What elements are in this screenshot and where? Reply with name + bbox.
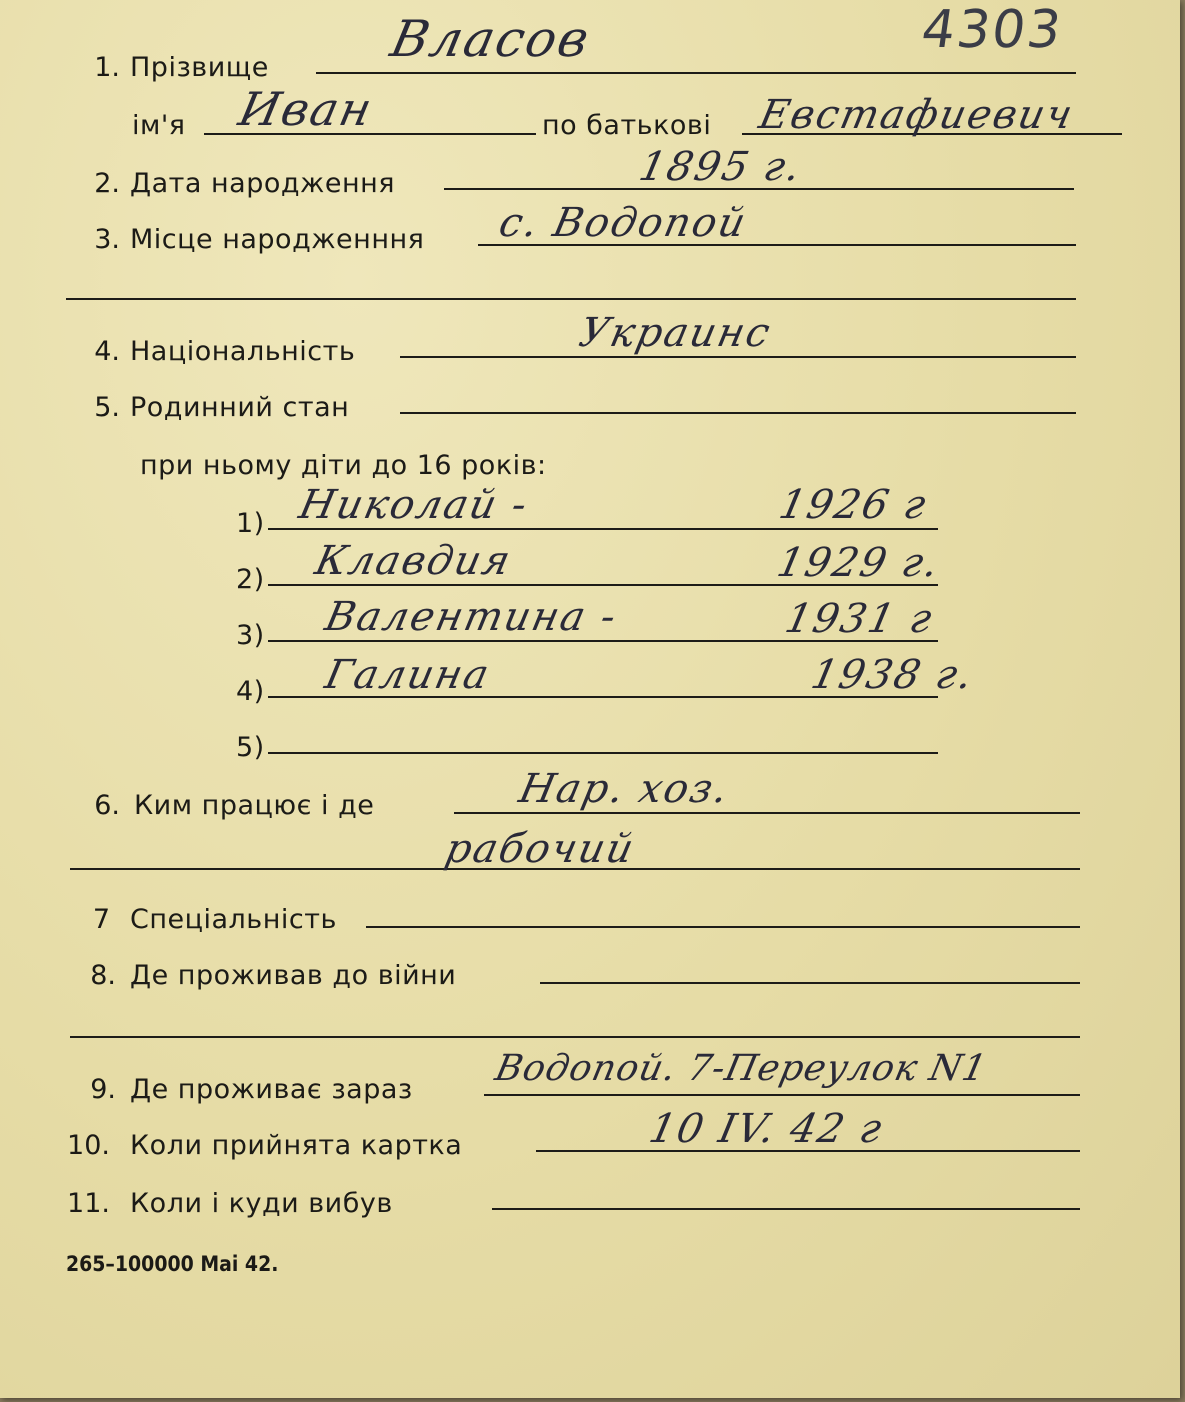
child-index: 1) <box>236 508 265 539</box>
field-9-number: 9. <box>90 1074 116 1105</box>
departure-label: Коли і куди вибув <box>130 1188 393 1219</box>
current-residence-line <box>484 1094 1080 1096</box>
current-residence-value: Водопой. 7-Переулок N1 <box>491 1048 991 1089</box>
surname-label: Прізвище <box>130 52 269 83</box>
dob-label: Дата народження <box>130 168 396 199</box>
nationality-label: Національність <box>130 336 356 367</box>
birthplace-label: Місце народженння <box>130 224 425 255</box>
card-accepted-label: Коли прийнята картка <box>130 1130 463 1161</box>
prewar-residence-label: Де проживав до війни <box>130 960 457 991</box>
prewar-residence-line-2 <box>70 1036 1080 1038</box>
field-5-number: 5. <box>94 392 120 423</box>
child-year: 1929 г. <box>773 540 945 586</box>
patronymic-label: по батькові <box>542 110 712 141</box>
children-label: при ньому діти до 16 років: <box>140 450 547 481</box>
field-6-number: 6. <box>94 790 120 821</box>
departure-line <box>492 1208 1080 1210</box>
child-name: Клавдия <box>311 538 517 584</box>
nationality-value: Украинс <box>575 310 776 356</box>
field-10-number: 10. <box>67 1130 110 1161</box>
occupation-value-2: рабочий <box>441 826 640 872</box>
first-name-label: ім'я <box>132 110 186 141</box>
field-11-number: 11. <box>67 1188 110 1219</box>
field-3-number: 3. <box>94 224 120 255</box>
occupation-label: Ким працює і де <box>134 790 375 821</box>
print-footer: 265–100000 Mai 42. <box>66 1252 279 1276</box>
marital-status-line <box>400 412 1076 414</box>
archive-number: 4303 <box>917 0 1067 60</box>
dob-value: 1895 г. <box>635 144 807 190</box>
child-line <box>268 752 938 754</box>
card-accepted-value: 10 IV. 42 г <box>645 1106 888 1152</box>
first-name-value: Иван <box>234 82 379 136</box>
current-residence-label: Де проживає зараз <box>130 1074 413 1105</box>
birthplace-value: с. Водопой <box>495 200 752 246</box>
specialty-line <box>366 926 1080 928</box>
birthplace-line-2 <box>66 298 1076 300</box>
marital-status-label: Родинний стан <box>130 392 350 423</box>
child-year: 1938 г. <box>807 652 979 698</box>
field-2-number: 2. <box>94 168 120 199</box>
child-index: 3) <box>236 620 265 651</box>
patronymic-value: Евстафиевич <box>755 92 1079 138</box>
field-7-number: 7 <box>92 904 110 935</box>
field-8-number: 8. <box>90 960 116 991</box>
child-name: Галина <box>321 652 495 698</box>
child-index: 5) <box>236 732 265 763</box>
child-line <box>268 528 938 530</box>
field-1-number: 1. <box>94 52 120 83</box>
occupation-value: Нар. хоз. <box>515 766 734 812</box>
nationality-line <box>400 356 1076 358</box>
specialty-label: Спеціальність <box>130 904 337 935</box>
occupation-line <box>454 812 1080 814</box>
field-4-number: 4. <box>94 336 120 367</box>
child-index: 2) <box>236 564 265 595</box>
child-name: Николай - <box>295 482 533 528</box>
child-year: 1931 г <box>781 596 938 642</box>
child-index: 4) <box>236 676 265 707</box>
prewar-residence-line <box>540 982 1080 984</box>
surname-line <box>316 72 1076 74</box>
surname-value: Власов <box>385 10 596 68</box>
child-name: Валентина - <box>321 594 622 640</box>
child-year: 1926 г <box>775 482 932 528</box>
